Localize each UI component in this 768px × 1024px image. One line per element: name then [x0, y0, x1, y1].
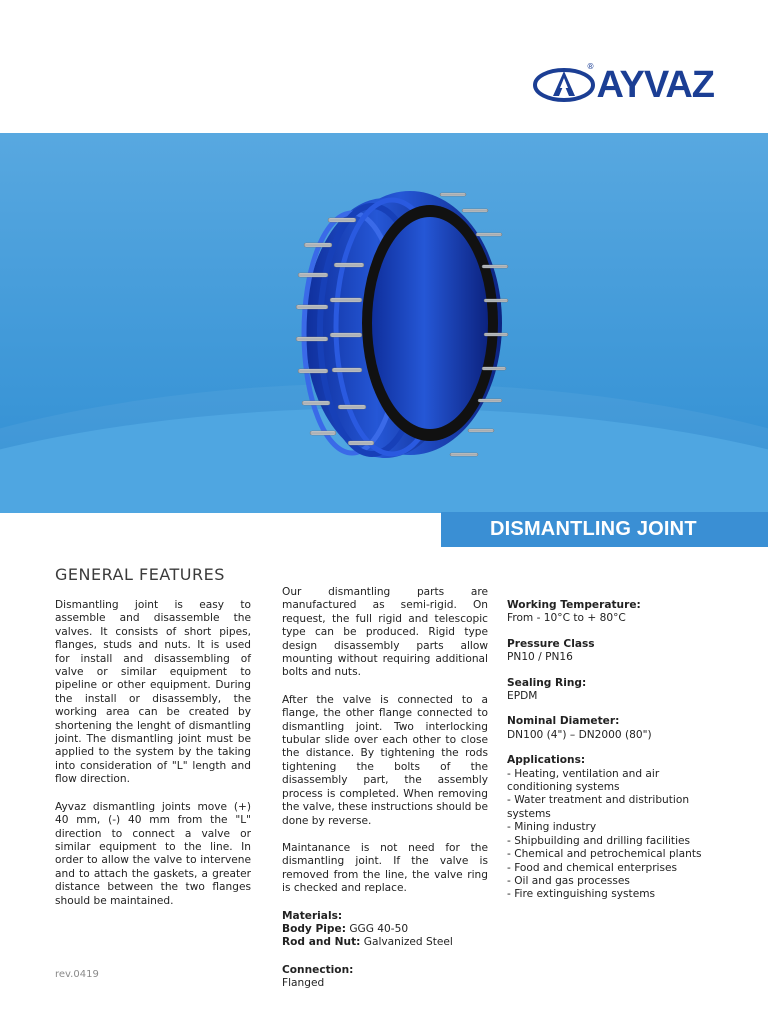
applications-label: Applications: — [507, 754, 586, 767]
paragraph: Our dismantling parts are manufactured as semi-rigid. On request, the full rigid and telescopic type can be produced. Rigid type design disassembly parts allow mounting without requiring additional bolts and nuts. — [282, 586, 488, 679]
pressure-class-label: Pressure Class — [507, 637, 595, 650]
section-heading: GENERAL FEATURES — [55, 565, 225, 584]
sealing-ring-label: Sealing Ring: — [507, 676, 587, 689]
body-pipe-value: GGG 40-50 — [349, 922, 409, 935]
materials-label: Materials: — [282, 909, 343, 922]
list-item: - Shipbuilding and drilling facilities — [507, 834, 691, 847]
materials-body-pipe — [282, 923, 488, 936]
features-left-column — [55, 599, 251, 908]
specs-column — [507, 599, 725, 902]
list-item: - Food and chemical enterprises — [507, 861, 678, 874]
body-pipe-label: Body Pipe: — [282, 922, 346, 935]
connection-value: Flanged — [282, 977, 325, 990]
sealing-ring-value: EPDM — [507, 690, 538, 703]
hero-banner — [0, 133, 768, 513]
materials-rod-nut — [282, 936, 488, 949]
list-item: - Mining industry — [507, 821, 597, 834]
list-item: - Fire extinguishing systems — [507, 888, 656, 901]
working-temperature-value: From - 10°C to + 80°C — [507, 612, 626, 625]
connection-label: Connection: — [282, 963, 354, 976]
nominal-diameter-label: Nominal Diameter: — [507, 715, 620, 728]
product-title-banner: DISMANTLING JOINT — [441, 512, 768, 547]
pressure-class-value: PN10 / PN16 — [507, 651, 573, 664]
rod-nut-value: Galvanized Steel — [363, 936, 453, 949]
list-item: - Chemical and petrochemical plants — [507, 848, 702, 861]
brand-name: AYVAZ — [596, 64, 714, 106]
list-item: - Oil and gas processes — [507, 874, 630, 887]
nominal-diameter-value: DN100 (4") – DN2000 (80") — [507, 728, 652, 741]
registered-mark: ® — [586, 62, 595, 71]
paragraph: Ayvaz dismantling joints move (+) 40 mm, (-) 40 mm from the "L" direction to connect a valve or similar equipment to the line. In order to allow the valve to intervene and to attach the gaskets, a greater distance between the two flanges should be maintained. — [55, 800, 251, 907]
revision-label: rev.0419 — [55, 969, 99, 980]
ayvaz-logo-mark-icon — [533, 66, 595, 104]
brand-logo — [533, 62, 714, 106]
list-item: - Water treatment and distribution systems — [507, 794, 690, 820]
rod-nut-label: Rod and Nut: — [282, 936, 361, 949]
features-middle-column — [282, 586, 488, 991]
paragraph: Maintanance is not need for the dismantling joint. If the valve is removed from the line, the valve ring is checked and replace. — [282, 841, 488, 895]
list-item: - Heating, ventilation and air conditioning systems — [507, 767, 660, 794]
working-temperature-label: Working Temperature: — [507, 599, 641, 611]
dismantling-joint-product-illustration — [290, 173, 510, 483]
paragraph: Dismantling joint is easy to assemble and disassemble the valves. It consists of short pipes, flanges, studs and nuts. It is used for install and disassembling of valve or similar equipment to pipeline or other equipment. During the install or disassembly, the working area can be created by shortening the lenght of dismantling joint. The dismantling joint must be applied to the system by the taking into consideration of "L" length and flow direction. — [55, 599, 251, 786]
paragraph: After the valve is connected to a flange, the other flange connected to dismantling joint. Two interlocking tubular slide over each other to close the distance. By tightening the rods tightening the bolts of the disassembly part, the assembly process is completed. When removing the valve, these instructions should be done by reverse. — [282, 693, 488, 827]
applications-list — [507, 768, 725, 902]
